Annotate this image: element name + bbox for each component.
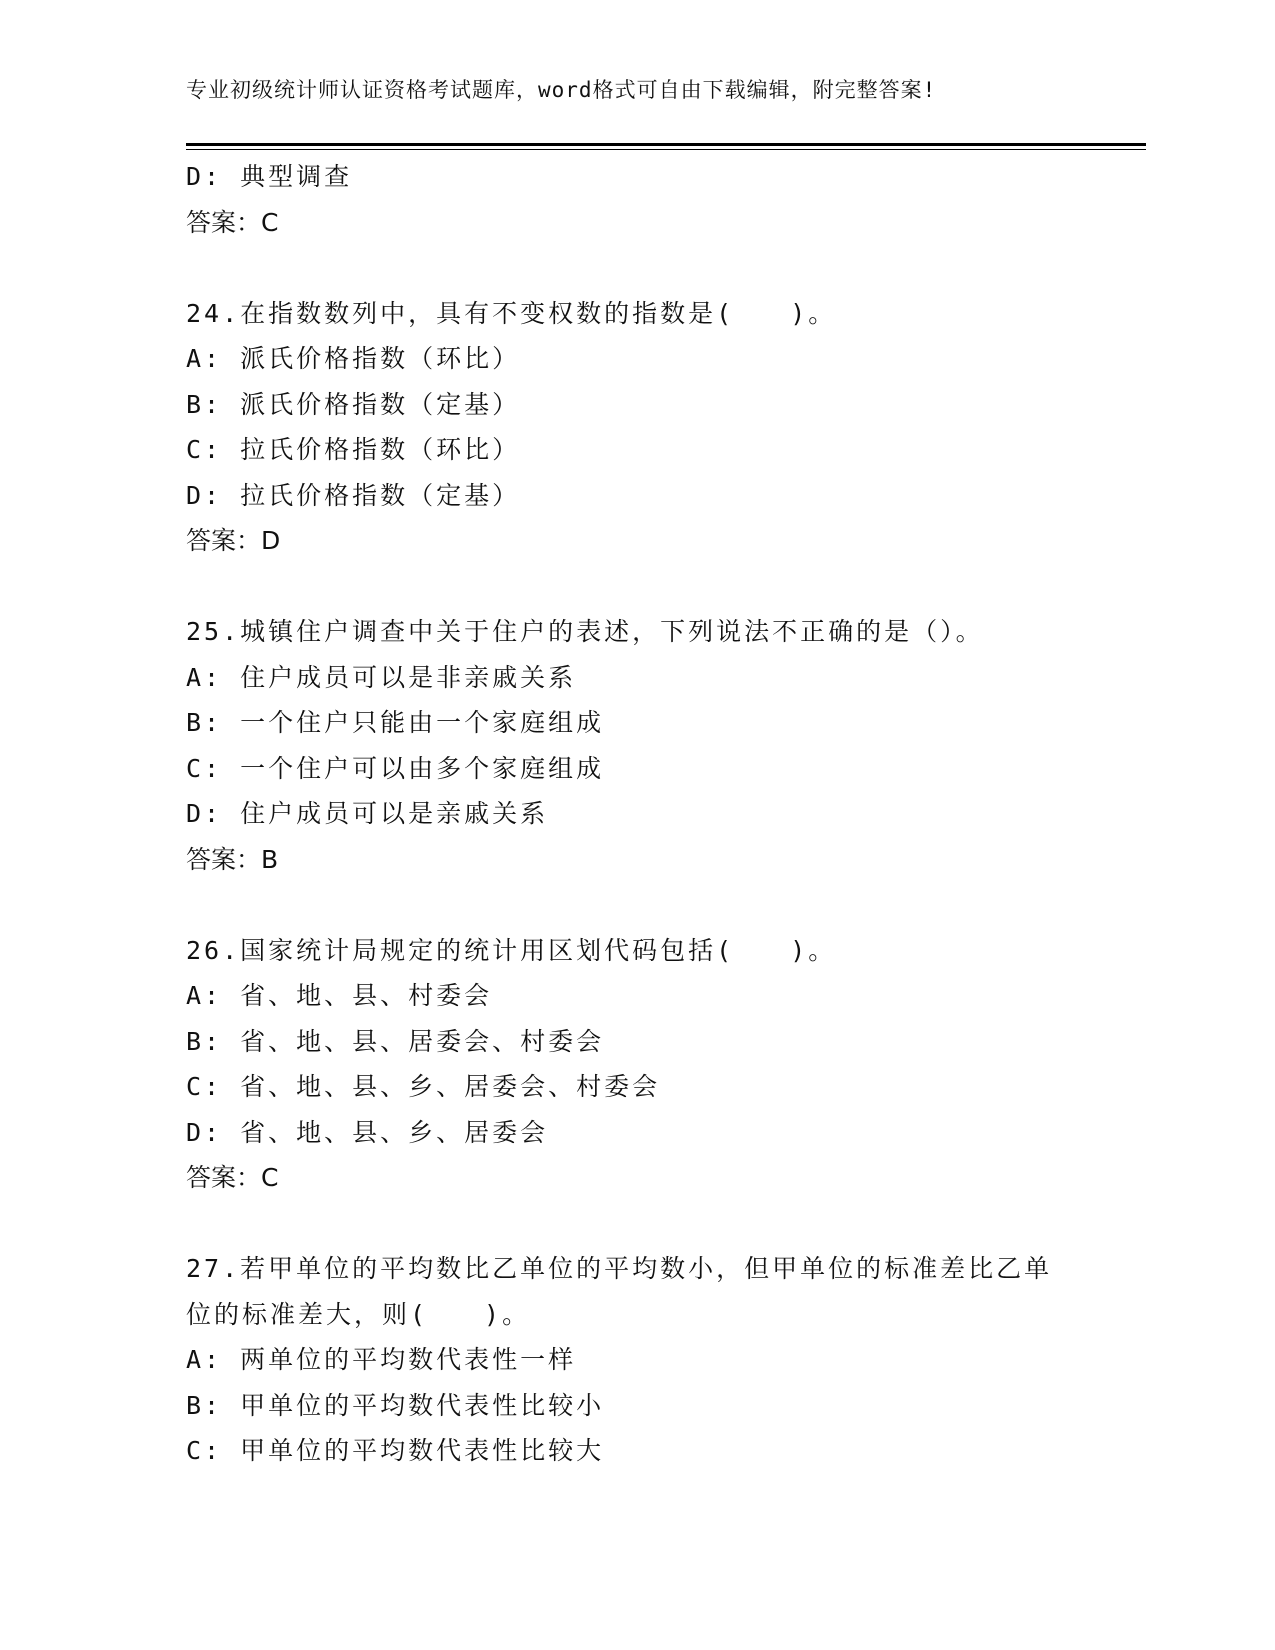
question-stem: 26.国家统计局规定的统计用区划代码包括( )。 xyxy=(186,935,837,965)
option-d: D: 住户成员可以是亲戚关系 xyxy=(186,799,549,828)
option-d: D: 拉氏价格指数（定基） xyxy=(186,480,521,510)
option-b: B: 一个住户只能由一个家庭组成 xyxy=(186,708,605,737)
option-b: B: 省、地、县、居委会、村委会 xyxy=(186,1026,605,1056)
option-a: A: 派氏价格指数（环比） xyxy=(186,344,521,373)
option-a: A: 两单位的平均数代表性一样 xyxy=(186,1345,577,1374)
option-b: B: 甲单位的平均数代表性比较小 xyxy=(186,1390,605,1420)
option-a: A: 省、地、县、村委会 xyxy=(186,981,493,1010)
question-26 xyxy=(186,928,1086,1201)
header-rule-thick xyxy=(186,143,1146,146)
option-d: D: 典型调查 xyxy=(186,162,353,191)
question-25 xyxy=(186,609,1086,882)
spacer xyxy=(186,882,1086,928)
option-c: C: 拉氏价格指数（环比） xyxy=(186,435,521,464)
question-content xyxy=(186,154,1086,1474)
option-d: D: 省、地、县、乡、居委会 xyxy=(186,1117,549,1147)
option-c: C: 省、地、县、乡、居委会、村委会 xyxy=(186,1072,661,1101)
page-header: 专业初级统计师认证资格考试题库，word格式可自由下载编辑，附完整答案! xyxy=(186,78,937,102)
question-stem: 25.城镇住户调查中关于住户的表述，下列说法不正确的是（）。 xyxy=(186,617,984,646)
answer-line: 答案：C xyxy=(186,1163,279,1192)
header-rule-thin xyxy=(186,149,1146,150)
question-stem-line-2: 位的标准差大，则( )。 xyxy=(186,1299,531,1329)
spacer xyxy=(186,564,1086,610)
option-c: C: 甲单位的平均数代表性比较大 xyxy=(186,1436,605,1465)
question-stem-line-1: 27.若甲单位的平均数比乙单位的平均数小，但甲单位的标准差比乙单 xyxy=(186,1254,1053,1283)
answer-line: 答案：C xyxy=(186,207,279,237)
option-c: C: 一个住户可以由多个家庭组成 xyxy=(186,753,605,783)
question-24 xyxy=(186,291,1086,564)
option-b: B: 派氏价格指数（定基） xyxy=(186,389,521,419)
question-stem: 24.在指数数列中，具有不变权数的指数是( )。 xyxy=(186,298,837,328)
option-a: A: 住户成员可以是非亲戚关系 xyxy=(186,662,577,692)
spacer xyxy=(186,245,1086,291)
answer-line: 答案：B xyxy=(186,844,279,874)
question-27 xyxy=(186,1246,1086,1474)
spacer xyxy=(186,1201,1086,1247)
answer-line: 答案：D xyxy=(186,526,281,555)
